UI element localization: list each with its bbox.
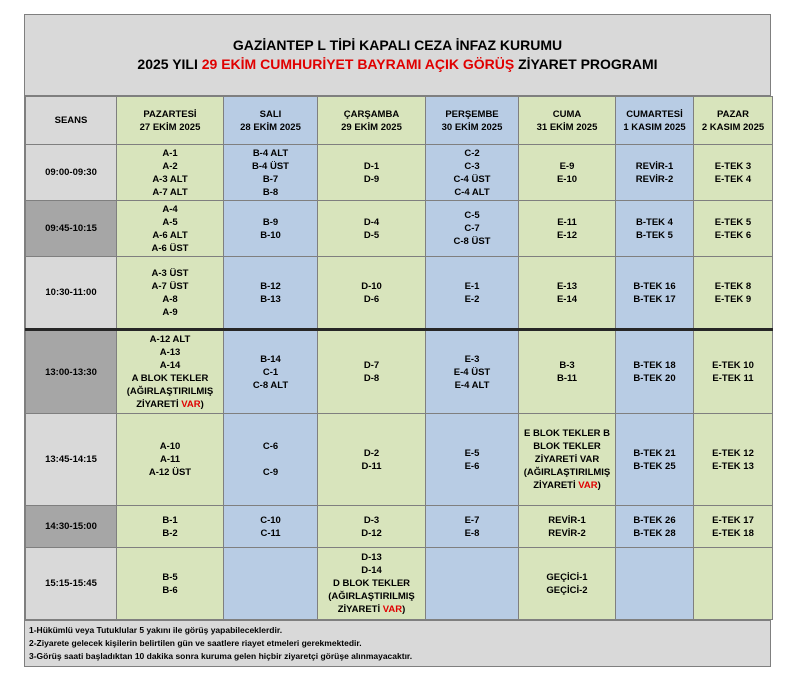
visit-schedule-sheet bbox=[24, 14, 771, 667]
header-date: 1 KASIM 2025 bbox=[623, 121, 686, 133]
cell-text: D-3 D-12 bbox=[361, 514, 382, 539]
cell-text: B-TEK 18 B-TEK 20 bbox=[633, 360, 676, 384]
schedule-cell bbox=[519, 548, 616, 620]
schedule-cell bbox=[224, 330, 318, 414]
header-day-name: CUMARTESİ bbox=[626, 108, 683, 120]
schedule-table bbox=[25, 96, 773, 620]
seans-time: 14:30-15:00 bbox=[26, 506, 117, 548]
header-day-name: PAZAR bbox=[716, 108, 750, 120]
table-row bbox=[26, 201, 773, 257]
cell-text: A-1 A-2 A-3 ALT A-7 ALT bbox=[152, 147, 188, 198]
header-day-3 bbox=[318, 97, 426, 145]
schedule-cell bbox=[616, 330, 694, 414]
program-title-prefix: 2025 YILI bbox=[137, 56, 202, 72]
schedule-cell bbox=[117, 506, 224, 548]
cell-text: A-4 A-5 A-6 ALT A-6 ÜST bbox=[151, 203, 189, 254]
note-line: 2-Ziyarete gelecek kişilerin belirtilen gün ve saatlere riayet etmeleri gerekmektedir. bbox=[29, 638, 362, 648]
cell-tail: ) bbox=[597, 480, 601, 491]
cell-highlight: VAR bbox=[578, 480, 598, 491]
cell-text: A-10 A-11 A-12 ÜST bbox=[148, 441, 192, 478]
table-row bbox=[26, 414, 773, 506]
seans-time: 09:00-09:30 bbox=[26, 145, 117, 201]
cell-text: E-TEK 17 E-TEK 18 bbox=[712, 514, 754, 539]
schedule-cell bbox=[224, 145, 318, 201]
cell-text: C-10 C-11 bbox=[260, 514, 281, 539]
schedule-cell bbox=[318, 506, 426, 548]
schedule-cell bbox=[694, 414, 773, 506]
note-line: 3-Görüş saati başladıktan 10 dakika sonra kuruma gelen hiçbir ziyaretçi görüşe alınmayacaktır. bbox=[29, 651, 413, 661]
cell-text: A-3 ÜST A-7 ÜST A-8 A-9 bbox=[151, 267, 189, 318]
program-title-highlight: 29 EKİM CUMHURİYET BAYRAMI AÇIK GÖRÜŞ bbox=[201, 56, 515, 72]
cell-text: C-2 C-3 C-4 ÜST C-4 ALT bbox=[453, 147, 491, 198]
cell-text: E-TEK 10 E-TEK 11 bbox=[712, 360, 754, 384]
schedule-cell bbox=[117, 548, 224, 620]
header-date: 30 EKİM 2025 bbox=[441, 121, 503, 133]
schedule-cell bbox=[426, 506, 519, 548]
cell-text: B-1 B-2 bbox=[162, 514, 178, 539]
schedule-cell bbox=[519, 506, 616, 548]
cell-text: E-7 E-8 bbox=[464, 514, 480, 539]
schedule-cell bbox=[616, 145, 694, 201]
schedule-cell bbox=[694, 548, 773, 620]
header-day-7 bbox=[694, 97, 773, 145]
header-seans bbox=[26, 97, 117, 145]
cell-text: GEÇİCİ-1 GEÇİCİ-2 bbox=[546, 571, 588, 596]
header-date: 31 EKİM 2025 bbox=[536, 121, 598, 133]
schedule-cell bbox=[318, 548, 426, 620]
header-day-1 bbox=[117, 97, 224, 145]
seans-time: 15:15-15:45 bbox=[26, 548, 117, 620]
institution-title: GAZİANTEP L TİPİ KAPALI CEZA İNFAZ KURUMU bbox=[232, 37, 563, 53]
schedule-body bbox=[26, 145, 773, 620]
cell-text: D-4 D-5 bbox=[363, 216, 380, 241]
cell-text: B-TEK 21 B-TEK 25 bbox=[633, 447, 676, 472]
header-date: 29 EKİM 2025 bbox=[341, 121, 402, 133]
seans-time: 09:45-10:15 bbox=[26, 201, 117, 257]
schedule-cell bbox=[318, 257, 426, 330]
schedule-cell bbox=[318, 201, 426, 257]
header-date: 2 KASIM 2025 bbox=[701, 121, 765, 133]
seans-time: 13:45-14:15 bbox=[26, 414, 117, 506]
cell-text: A-12 ALT A-13 A-14 A BLOK TEKLER (AĞIRLAŞTIRILMIŞ ZİYARETİ bbox=[126, 334, 214, 410]
schedule-cell bbox=[224, 506, 318, 548]
cell-text: C-5 C-7 C-8 ÜST bbox=[453, 210, 491, 247]
cell-text: E-TEK 3 E-TEK 4 bbox=[714, 160, 752, 185]
schedule-cell bbox=[519, 201, 616, 257]
schedule-cell bbox=[519, 330, 616, 414]
cell-text: E-9 E-10 bbox=[556, 160, 578, 185]
header-date: 27 EKİM 2025 bbox=[139, 121, 201, 133]
schedule-cell bbox=[616, 548, 694, 620]
schedule-cell bbox=[616, 414, 694, 506]
schedule-cell bbox=[224, 201, 318, 257]
schedule-cell bbox=[117, 414, 224, 506]
schedule-cell bbox=[318, 145, 426, 201]
cell-text: B-14 C-1 C-8 ALT bbox=[252, 353, 289, 391]
program-title-suffix: ZİYARET PROGRAMI bbox=[514, 56, 658, 72]
cell-text: B-3 B-11 bbox=[556, 360, 578, 384]
cell-text: D-2 D-11 bbox=[361, 447, 382, 472]
program-title bbox=[137, 55, 657, 74]
schedule-cell bbox=[318, 414, 426, 506]
cell-text: D-1 D-9 bbox=[363, 160, 380, 185]
cell-text: E-5 E-6 bbox=[464, 447, 480, 472]
schedule-cell bbox=[117, 201, 224, 257]
schedule-cell bbox=[426, 201, 519, 257]
schedule-cell bbox=[224, 257, 318, 330]
schedule-cell bbox=[694, 330, 773, 414]
header-day-name: PAZARTESİ bbox=[143, 108, 197, 120]
table-row bbox=[26, 145, 773, 201]
header-day-name: SEANS bbox=[54, 115, 88, 126]
header-day-5 bbox=[519, 97, 616, 145]
cell-text: E-1 E-2 bbox=[464, 280, 480, 305]
schedule-cell bbox=[519, 145, 616, 201]
cell-highlight: VAR bbox=[382, 604, 403, 615]
schedule-cell bbox=[694, 145, 773, 201]
table-row bbox=[26, 506, 773, 548]
cell-text: B-5 B-6 bbox=[162, 571, 178, 596]
cell-text: E-13 E-14 bbox=[556, 280, 578, 305]
schedule-cell bbox=[616, 506, 694, 548]
cell-text: D-10 D-6 bbox=[361, 280, 382, 305]
cell-text: E-TEK 8 E-TEK 9 bbox=[714, 280, 752, 305]
cell-text: D-13 D-14 D BLOK TEKLER (AĞIRLAŞTIRILMIŞ ZİYARETİ bbox=[328, 552, 415, 615]
schedule-cell bbox=[318, 330, 426, 414]
cell-text: REVİR-1 REVİR-2 bbox=[635, 160, 674, 185]
schedule-cell bbox=[426, 330, 519, 414]
schedule-cell bbox=[117, 145, 224, 201]
cell-text: B-4 ALT B-4 ÜST B-7 B-8 bbox=[252, 147, 289, 198]
header-day-name: ÇARŞAMBA bbox=[343, 108, 400, 120]
notes bbox=[25, 620, 770, 662]
schedule-cell bbox=[426, 145, 519, 201]
cell-tail: ) bbox=[402, 604, 406, 615]
schedule-cell bbox=[616, 201, 694, 257]
title-block bbox=[25, 15, 770, 96]
header-day-name: CUMA bbox=[552, 108, 582, 120]
cell-text: E-11 E-12 bbox=[556, 216, 578, 241]
cell-text: E-TEK 5 E-TEK 6 bbox=[714, 216, 752, 241]
schedule-cell bbox=[694, 201, 773, 257]
schedule-cell bbox=[426, 414, 519, 506]
schedule-cell bbox=[616, 257, 694, 330]
schedule-cell bbox=[117, 257, 224, 330]
cell-highlight: VAR bbox=[181, 399, 201, 410]
cell-text: B-TEK 4 B-TEK 5 bbox=[636, 216, 673, 241]
note-line: 1-Hükümlü veya Tutuklular 5 yakını ile görüş yapabileceklerdir. bbox=[29, 625, 283, 635]
header-day-name: PERŞEMBE bbox=[445, 108, 499, 120]
schedule-cell bbox=[694, 257, 773, 330]
header-day-4 bbox=[426, 97, 519, 145]
cell-text: E BLOK TEKLER B BLOK TEKLER ZİYARETİ VAR (AĞIRLAŞTIRILMIŞ ZİYARETİ bbox=[523, 428, 611, 491]
schedule-cell bbox=[519, 257, 616, 330]
header-row bbox=[26, 97, 773, 145]
header-day-6 bbox=[616, 97, 694, 145]
cell-tail: ) bbox=[200, 399, 204, 410]
cell-text: E-TEK 12 E-TEK 13 bbox=[712, 447, 754, 472]
header-date: 28 EKİM 2025 bbox=[240, 121, 301, 133]
cell-text: REVİR-1 REVİR-2 bbox=[548, 514, 586, 539]
schedule-cell bbox=[426, 257, 519, 330]
header-day-2 bbox=[224, 97, 318, 145]
cell-text: D-7 D-8 bbox=[363, 360, 380, 384]
cell-text: B-12 B-13 bbox=[260, 280, 281, 305]
seans-time: 13:00-13:30 bbox=[26, 330, 117, 414]
table-row bbox=[26, 257, 773, 330]
schedule-cell bbox=[519, 414, 616, 506]
seans-time: 10:30-11:00 bbox=[26, 257, 117, 330]
schedule-cell bbox=[694, 506, 773, 548]
cell-text: B-9 B-10 bbox=[260, 216, 281, 241]
cell-text: E-3 E-4 ÜST E-4 ALT bbox=[453, 353, 491, 391]
header-day-name: SALI bbox=[259, 108, 282, 120]
schedule-cell bbox=[224, 414, 318, 506]
schedule-cell bbox=[117, 330, 224, 414]
schedule-cell bbox=[224, 548, 318, 620]
table-row bbox=[26, 330, 773, 414]
table-row bbox=[26, 548, 773, 620]
cell-text: C-6 C-9 bbox=[262, 441, 279, 478]
schedule-cell bbox=[426, 548, 519, 620]
cell-text: B-TEK 16 B-TEK 17 bbox=[633, 280, 676, 305]
cell-text: B-TEK 26 B-TEK 28 bbox=[633, 514, 676, 539]
